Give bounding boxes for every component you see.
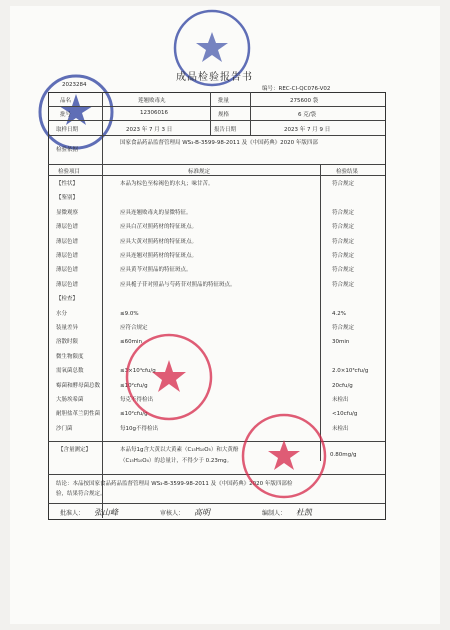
writer-signature: 杜凯 [296,508,312,517]
quality-seal-red-right [240,412,328,500]
reviewer-label: 审核人： [160,510,185,517]
report-date: 2023 年 7 月 9 日 [284,127,331,133]
product-label: 品名 [60,98,72,104]
col-result-header: 检验结果 [336,169,359,175]
assay-item: 【含量测定】 [58,447,92,453]
report-title: 成品检验报告书 [176,72,253,83]
document-number: 2023284 [62,82,87,88]
row-result: 符合规定 [332,267,355,273]
row-item: 大肠埃希菌 [56,397,84,403]
row-result: 未检出 [332,426,349,432]
row-item: 水分 [56,311,68,317]
row-item: 沙门菌 [56,426,73,432]
row-result: <10cfu/g [332,411,358,417]
report-date-label: 报告日期 [214,127,237,133]
row-standard: ≤9.0% [120,311,139,317]
row-item: 装量差异 [56,325,79,331]
row-result: 符合规定 [332,181,355,187]
col-standard-header: 标准规定 [188,169,211,175]
lot-number: 12306016 [140,110,168,116]
row-standard: ≤60min [120,339,142,345]
row-standard: 应具黄芩对照品的特征斑点。 [120,267,192,273]
approver-signature: 张山峰 [94,508,118,517]
row-result: 30min [332,339,350,345]
row-result: 未检出 [332,397,349,403]
assay-standard-line1: 本品每1g含大黄以大黄素（C₁₅H₁₀O₅）和大黄酚 [120,447,239,453]
row-standard: ≤10²cfu/g [120,411,148,417]
sample-date-label: 取样日期 [56,127,79,133]
row-standard: ≤3×10⁴cfu/g [120,368,156,374]
reviewer-signature: 高明 [194,508,210,517]
row-item: 薄层色谱 [56,253,79,259]
assay-standard-line2: （C₁₅H₁₀O₄）的总量计，不得少于 0.23mg。 [120,458,233,464]
row-item: 微生物限度 [56,354,84,360]
row-result: 4.2% [332,311,346,317]
quality-seal-red-center [124,332,214,422]
row-standard: 应具白芷对照药材的特征斑点。 [120,224,198,230]
conclusion-line1: 结论：本品按国家食品药品监督管理局 WS₃-B-3599-98-2011 及《中国药典》2020 年版四部检 [56,481,293,487]
row-result: 符合规定 [332,282,355,288]
conclusion-line2: 验，结果符合规定。 [56,491,106,497]
form-number: 编号：REC-CI-QC076-V02 [262,86,331,92]
row-item: 薄层色谱 [56,224,79,230]
batch-qty-label: 批量 [218,98,230,104]
row-standard: 应具栀子苷对照品与芍药苷对照品的特征斑点。 [120,282,236,288]
basis-label: 检验依据 [56,147,79,153]
writer-label: 编制人： [262,510,287,517]
row-item: 溶散时限 [56,339,79,345]
row-standard: 应具连翘对照药材的特征斑点。 [120,253,198,259]
row-result: 符合规定 [332,325,355,331]
row-item: 显微观察 [56,210,79,216]
approver-label: 批准人： [60,510,85,517]
row-result: 符合规定 [332,239,355,245]
row-result: 符合规定 [332,253,355,259]
row-standard: 本品为棕色至棕褐色的水丸；味甘苦。 [120,181,214,187]
row-standard: 每10g不得检出 [120,426,158,432]
spec-label: 规格 [218,112,230,118]
row-item: 【性状】 [56,181,79,187]
row-standard: 应具连翘败毒丸的显微特征。 [120,210,192,216]
row-result: 符合规定 [332,210,355,216]
row-result: 符合规定 [332,224,355,230]
batch-qty: 275600 袋 [290,98,319,104]
row-standard: 应具大黄对照药材的特征斑点。 [120,239,198,245]
row-item: 耐胆盐革兰阴性菌 [56,411,101,417]
row-item: 【检查】 [56,296,79,302]
lot-label: 批号 [60,112,72,118]
row-standard: 应符合规定 [120,325,148,331]
row-result: 20cfu/g [332,383,353,389]
product-name: 莲翘败毒丸 [138,98,166,104]
col-item-header: 检验项目 [58,169,81,175]
row-standard: 每克不得检出 [120,397,154,403]
basis-text: 国家食品药品监督管理局 WS₃-B-3599-98-2011 及《中国药典》2020 年版四部 [120,140,318,146]
row-result: 2.0×10³cfu/g [332,368,369,374]
row-item: 【鉴别】 [56,195,79,201]
row-item: 霉菌和酵母菌总数 [56,383,101,389]
row-standard: ≤10²cfu/g [120,383,148,389]
spec-value: 6 克/袋 [298,112,317,118]
assay-result: 0.80mg/g [330,452,357,458]
row-item: 薄层色谱 [56,282,79,288]
row-item: 薄层色谱 [56,239,79,245]
sample-date: 2023 年 7 月 3 日 [126,127,173,133]
row-item: 需氧菌总数 [56,368,84,374]
row-item: 薄层色谱 [56,267,79,273]
